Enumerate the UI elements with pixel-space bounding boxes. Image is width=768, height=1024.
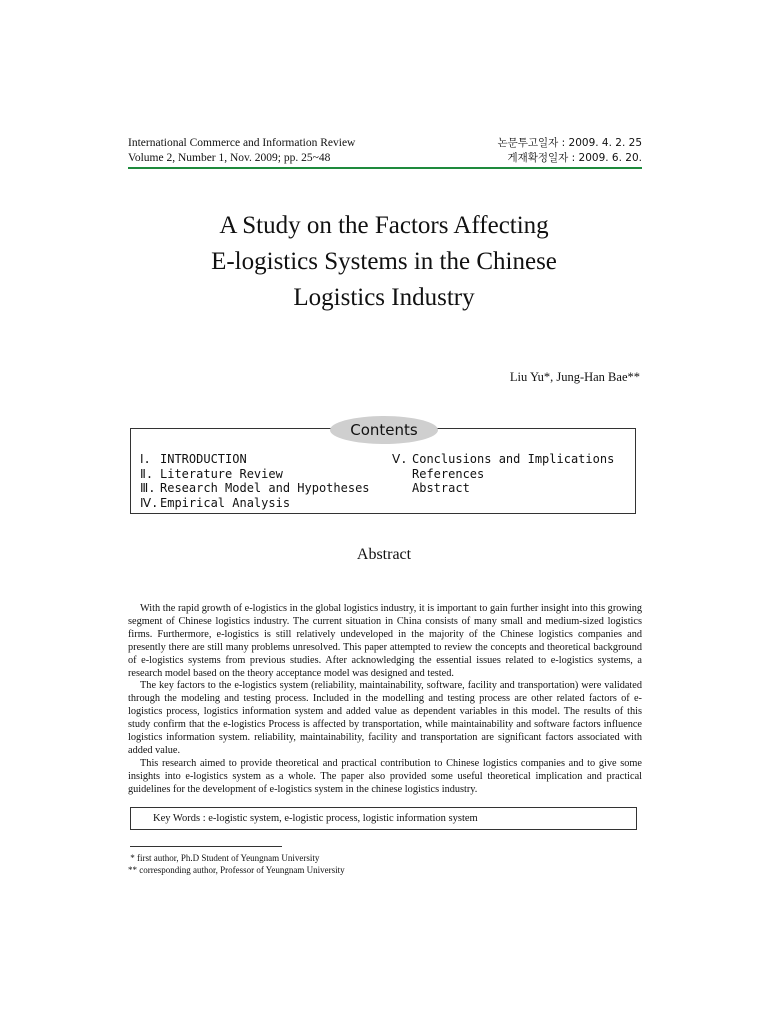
authors: Liu Yu*, Jung-Han Bae** — [509, 370, 640, 384]
toc-item: Ⅰ. INTRODUCTION — [140, 452, 247, 466]
footnote-corresponding-author: ** corresponding author, Professor of Yeungnam University — [128, 865, 345, 875]
toc-item: Ⅴ. Conclusions and Implications — [392, 452, 615, 466]
journal-header — [128, 136, 642, 166]
title-line-2: E-logistics Systems in the Chinese — [211, 248, 557, 275]
footnotes — [128, 852, 345, 876]
toc-item: Abstract — [412, 481, 470, 496]
contents-label: Contents — [330, 416, 438, 444]
abstract-paragraph-1: With the rapid growth of e-logistics in the global logistics industry, it is important to gain further insight into this growing segment of Chinese logistics industry. The current situation in China consists of many small and medium-sized logistics firms. Furthermore, e-logistics is still relatively undeveloped in the majority of the Chinese logistics companies and presently there are still many problems unresolved. This paper attempted to review the concepts and theoretical background of e-logistics systems from previous studies. After acknowledging the essential issues related to e-logistics systems, a research model based on the theory acceptance model was designed and tested. — [128, 603, 642, 679]
toc-item: References — [412, 466, 485, 481]
keywords-box: Key Words : e-logistic system, e-logistic process, logistic information system — [130, 807, 637, 830]
paper-title — [100, 208, 668, 316]
received-date: 논문투고일자 : 2009. 4. 2. 25 — [497, 137, 642, 149]
volume-info: Volume 2, Number 1, Nov. 2009; pp. 25~48 — [128, 152, 331, 164]
toc-item: Ⅱ. Literature Review — [140, 466, 283, 481]
abstract-paragraph-3: This research aimed to provide theoretical and practical contribution to Chinese logistics companies and to give some insights into e-logistics system as a whole. The paper also provided some useful theoretical implication and practical guidelines for the development of e-logistics system in the chinese logistics industry. — [128, 757, 642, 795]
toc-right-column — [392, 452, 614, 496]
accepted-date: 게재확정일자 : 2009. 6. 20. — [507, 152, 642, 164]
abstract-body — [128, 603, 642, 797]
toc-left-column — [140, 452, 370, 510]
footnote-rule — [130, 846, 282, 847]
title-line-3: Logistics Industry — [293, 284, 475, 311]
footnote-first-author: * first author, Ph.D Student of Yeungnam University — [128, 853, 320, 863]
abstract-heading: Abstract — [356, 546, 412, 563]
journal-name: International Commerce and Information Review — [128, 137, 356, 149]
toc-item: Ⅲ. Research Model and Hypotheses — [140, 481, 370, 496]
abstract-paragraph-2: The key factors to the e-logistics system (reliability, maintainability, software, facility and transportation) were validated through the modeling and testing process. Included in the modelling and testing process are other related factors of e-logistics process, logistics information system and added value as dependent variables in this model. The results of this study confirm that the e-logistics Process is affected by transportation, while maintainability and software factors influence logistics information system. reliability, maintainability, facility and transportation are significant factors associated with added value. — [128, 680, 642, 756]
header-rule — [128, 167, 642, 169]
title-line-1: A Study on the Factors Affecting — [219, 212, 549, 239]
toc-item: Ⅳ. Empirical Analysis — [140, 495, 291, 510]
